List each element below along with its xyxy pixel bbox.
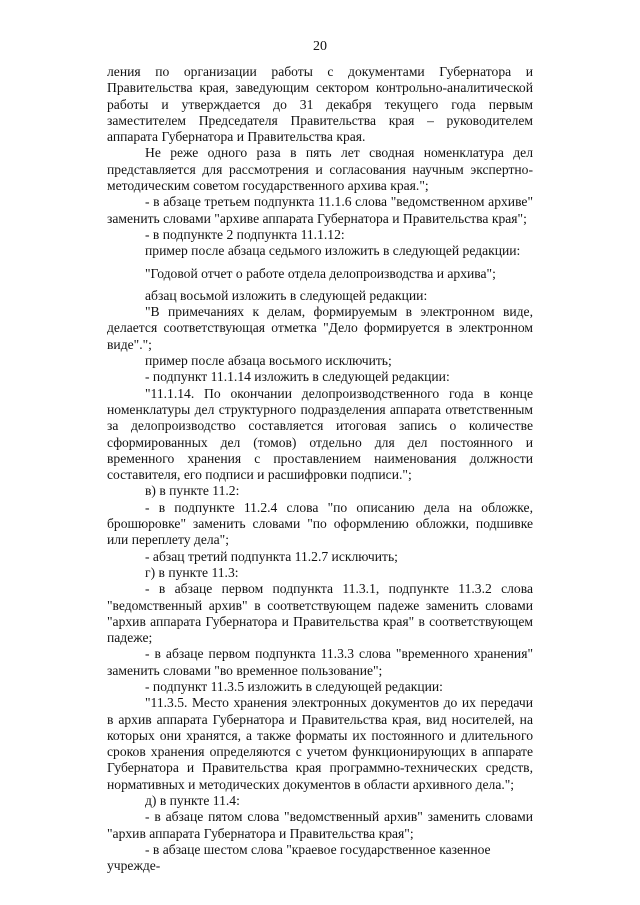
paragraph-example-delete: пример после абзаца восьмого исключить; — [145, 353, 392, 369]
paragraph-amendment-11-3-3: - в абзаце первом подпункта 11.3.3 слова "временного хранения" заменить словами "во временное пользование"; — [107, 646, 533, 678]
paragraph-item-d: д) в пункте 11.4: — [145, 793, 240, 809]
paragraph-item-g: г) в пункте 11.3: — [145, 564, 239, 580]
paragraph-item-v: в) в пункте 11.2: — [145, 483, 240, 499]
page-number: 20 — [313, 39, 327, 54]
paragraph-amendment-11-1-14: - подпункт 11.1.14 изложить в следующей редакции: — [145, 369, 450, 385]
paragraph-review-note: Не реже одного раза в пять лет сводная номенклатура дел представляется для рассмотрения и согласования научным экспертно-методическим советом государственного архива края."; — [107, 145, 533, 194]
paragraph-amendment-11-1-6: - в абзаце третьем подпункта 11.1.6 слова "ведомственном архиве" заменить словами "архиве аппарата Губернатора и Правительства края"; — [107, 194, 533, 226]
paragraph-example-seventh: пример после абзаца седьмого изложить в следующей редакции: — [145, 243, 521, 259]
paragraph-11-3-5-text: "11.3.5. Место хранения электронных документов до их передачи в архив аппарата Губернатора и Правительства края, вид носителей, на которых они хранятся, а также форматы их постоянного и длительного сроков хранения определяются с учетом функционирующих в аппарате Губернатора и Правительства края программно-технических средств, нормативных и методических документов в области архивного дела."; — [107, 695, 533, 792]
paragraph-amendment-11-2-4: - в подпункте 11.2.4 слова "по описанию дела на обложке, брошюровке" заменить словами "по оформлению обложки, подшивке или переплету дела"; — [107, 499, 533, 548]
paragraph-eighth-heading: абзац восьмой изложить в следующей редакции: — [145, 287, 428, 303]
paragraph-11-1-14-text: "11.1.14. По окончании делопроизводственного года в конце номенклатуры дел структурного подразделения аппарата ответственным за делопроизводство составляется итоговая запись о количестве сформированных дел (томов) отдельно для дел постоянного и временного хранения с проставлением наименования должности составителя, его подписи и расшифровки подписи."; — [107, 385, 533, 483]
paragraph-amendment-11-1-12: - в подпункте 2 подпункта 11.1.12: — [145, 226, 345, 242]
document-body — [107, 64, 533, 875]
paragraph-amendment-11-2-7: - абзац третий подпункта 11.2.7 исключить; — [145, 548, 398, 564]
paragraph-eighth-quote: "В примечаниях к делам, формируемым в электронном виде, делается соответствующая отметка "Дело формируется в электронном виде"."; — [107, 304, 533, 352]
paragraph-example-quote: "Годовой отчет о работе отдела делопроизводства и архива"; — [145, 265, 496, 281]
paragraph-amendment-fifth: - в абзаце пятом слова "ведомственный архив" заменить словами "архив аппарата Губернатора и Правительства края"; — [107, 809, 533, 841]
paragraph-amendment-11-3-5: - подпункт 11.3.5 изложить в следующей редакции: — [145, 678, 443, 694]
paragraph-continuation: ления по организации работы с документами Губернатора и Правительства края, заведующим сектором контрольно-аналитической работы и утверждается до 31 декабря текущего года первым заместителем Председателя Правительства края – руководителем аппарата Губернатора и Правительства края. — [107, 64, 533, 145]
paragraph-amendment-sixth: - в абзаце шестом слова "краевое государственное казенное учрежде- — [107, 841, 491, 874]
paragraph-amendment-11-3-1: - в абзаце первом подпункта 11.3.1, подпункте 11.3.2 слова "ведомственный архив" в соответствующем падеже заменить словами "архив аппарата Губернатора и Правительства края" в соответствующем падеже; — [107, 581, 533, 646]
